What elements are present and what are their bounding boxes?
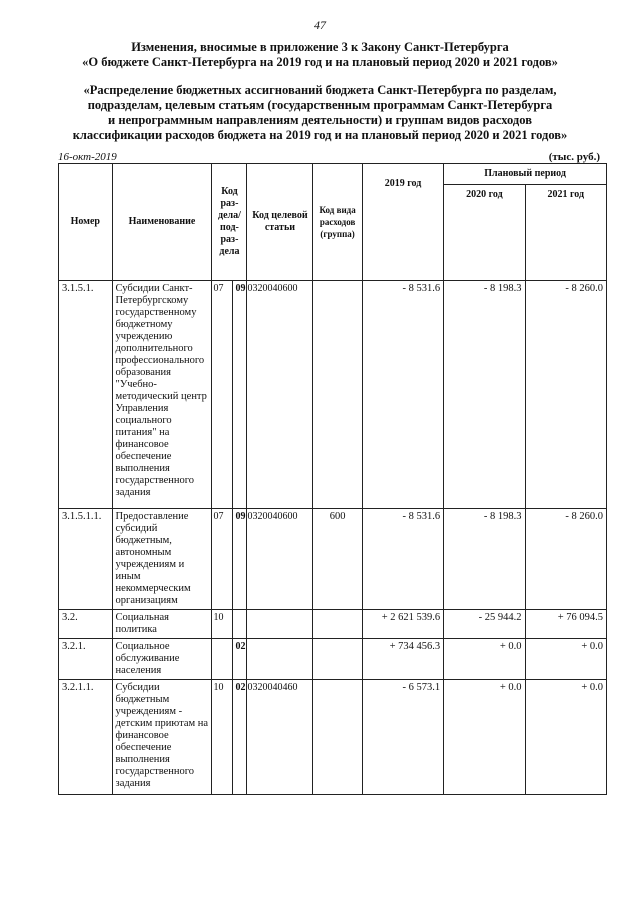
cell-number: 3.1.5.1. <box>59 281 113 509</box>
col-header-2021: 2021 год <box>525 184 606 280</box>
document-header <box>40 40 600 70</box>
cell-name: Субсидии бюджетным учреждениям - детским приютам на финансовое обеспечение выполнения государственного задания <box>112 680 212 795</box>
document-subtitle <box>40 83 600 143</box>
cell-number: 3.2. <box>59 610 113 639</box>
cell-2021: + 0.0 <box>525 680 606 795</box>
cell-subsection: 09 <box>233 281 247 509</box>
table-row <box>59 680 607 795</box>
col-header-number: Номер <box>59 164 113 281</box>
col-header-target: Код целевой статьи <box>247 164 313 281</box>
units-label: (тыс. руб.) <box>548 151 600 163</box>
cell-2019: + 2 621 539.6 <box>362 610 443 639</box>
subtitle-line-4: классификации расходов бюджета на 2019 год и на плановый период 2020 и 2021 годов» <box>72 128 568 142</box>
header-line-1: Изменения, вносимые в приложение 3 к Закону Санкт-Петербурга <box>131 40 509 54</box>
cell-2021: + 76 094.5 <box>525 610 606 639</box>
cell-2020: - 25 944.2 <box>444 610 525 639</box>
cell-kind <box>313 281 362 509</box>
cell-kind: 600 <box>313 509 362 610</box>
subtitle-line-1: «Распределение бюджетных ассигнований бюджета Санкт-Петербурга по разделам, <box>83 83 557 97</box>
page-number: 47 <box>314 18 326 32</box>
col-header-2020: 2020 год <box>444 184 525 280</box>
col-header-kind: Код вида расходов (группа) <box>313 164 362 281</box>
cell-2021: - 8 260.0 <box>525 509 606 610</box>
table-row <box>59 610 607 639</box>
cell-number: 3.1.5.1.1. <box>59 509 113 610</box>
cell-name: Социальная политика <box>112 610 212 639</box>
cell-2020: + 0.0 <box>444 680 525 795</box>
cell-subsection: 02 <box>233 639 247 680</box>
cell-number: 3.2.1.1. <box>59 680 113 795</box>
col-header-2019: 2019 год <box>362 164 443 281</box>
cell-target: 0320040600 <box>247 509 313 610</box>
cell-target <box>247 639 313 680</box>
cell-section: 07 <box>212 509 233 610</box>
document-date: 16-окт-2019 <box>58 151 117 163</box>
cell-kind <box>313 639 362 680</box>
cell-section <box>212 639 233 680</box>
cell-2021: - 8 260.0 <box>525 281 606 509</box>
cell-2021: + 0.0 <box>525 639 606 680</box>
cell-2020: + 0.0 <box>444 639 525 680</box>
table-row <box>59 509 607 610</box>
cell-kind <box>313 610 362 639</box>
cell-name: Предоставление субсидий бюджетным, автономным учреждениям и иным некоммерческим организациям <box>112 509 212 610</box>
col-header-name: Наименование <box>112 164 212 281</box>
table-row <box>59 281 607 509</box>
cell-2019: - 8 531.6 <box>362 509 443 610</box>
cell-2020: - 8 198.3 <box>444 281 525 509</box>
cell-2019: - 8 531.6 <box>362 281 443 509</box>
cell-subsection <box>233 610 247 639</box>
cell-subsection: 09 <box>233 509 247 610</box>
cell-kind <box>313 680 362 795</box>
cell-target <box>247 610 313 639</box>
table-row <box>59 639 607 680</box>
col-header-planned: Плановый период <box>444 164 607 185</box>
cell-2019: - 6 573.1 <box>362 680 443 795</box>
col-header-section: Код раз-дела/ под-раз-дела <box>212 164 247 281</box>
cell-target: 0320040600 <box>247 281 313 509</box>
budget-table <box>58 163 607 795</box>
cell-2020: - 8 198.3 <box>444 509 525 610</box>
cell-subsection: 02 <box>233 680 247 795</box>
cell-name: Субсидии Санкт-Петербургскому государственному бюджетному учреждению дополнительного профессионального образования "Учебно-методический центр Управления социального питания" на финансовое обеспечение выполнения государственного задания <box>112 281 212 509</box>
cell-target: 0320040460 <box>247 680 313 795</box>
cell-number: 3.2.1. <box>59 639 113 680</box>
subtitle-line-3: и непрограммным направлениям деятельности) и группам видов расходов <box>108 113 532 127</box>
cell-section: 10 <box>212 680 233 795</box>
cell-section: 07 <box>212 281 233 509</box>
header-line-2: «О бюджете Санкт-Петербурга на 2019 год и на плановый период 2020 и 2021 годов» <box>82 55 558 69</box>
cell-section: 10 <box>212 610 233 639</box>
cell-name: Социальное обслуживание населения <box>112 639 212 680</box>
cell-2019: + 734 456.3 <box>362 639 443 680</box>
subtitle-line-2: подразделам, целевым статьям (государственным программам Санкт-Петербурга <box>87 98 553 112</box>
